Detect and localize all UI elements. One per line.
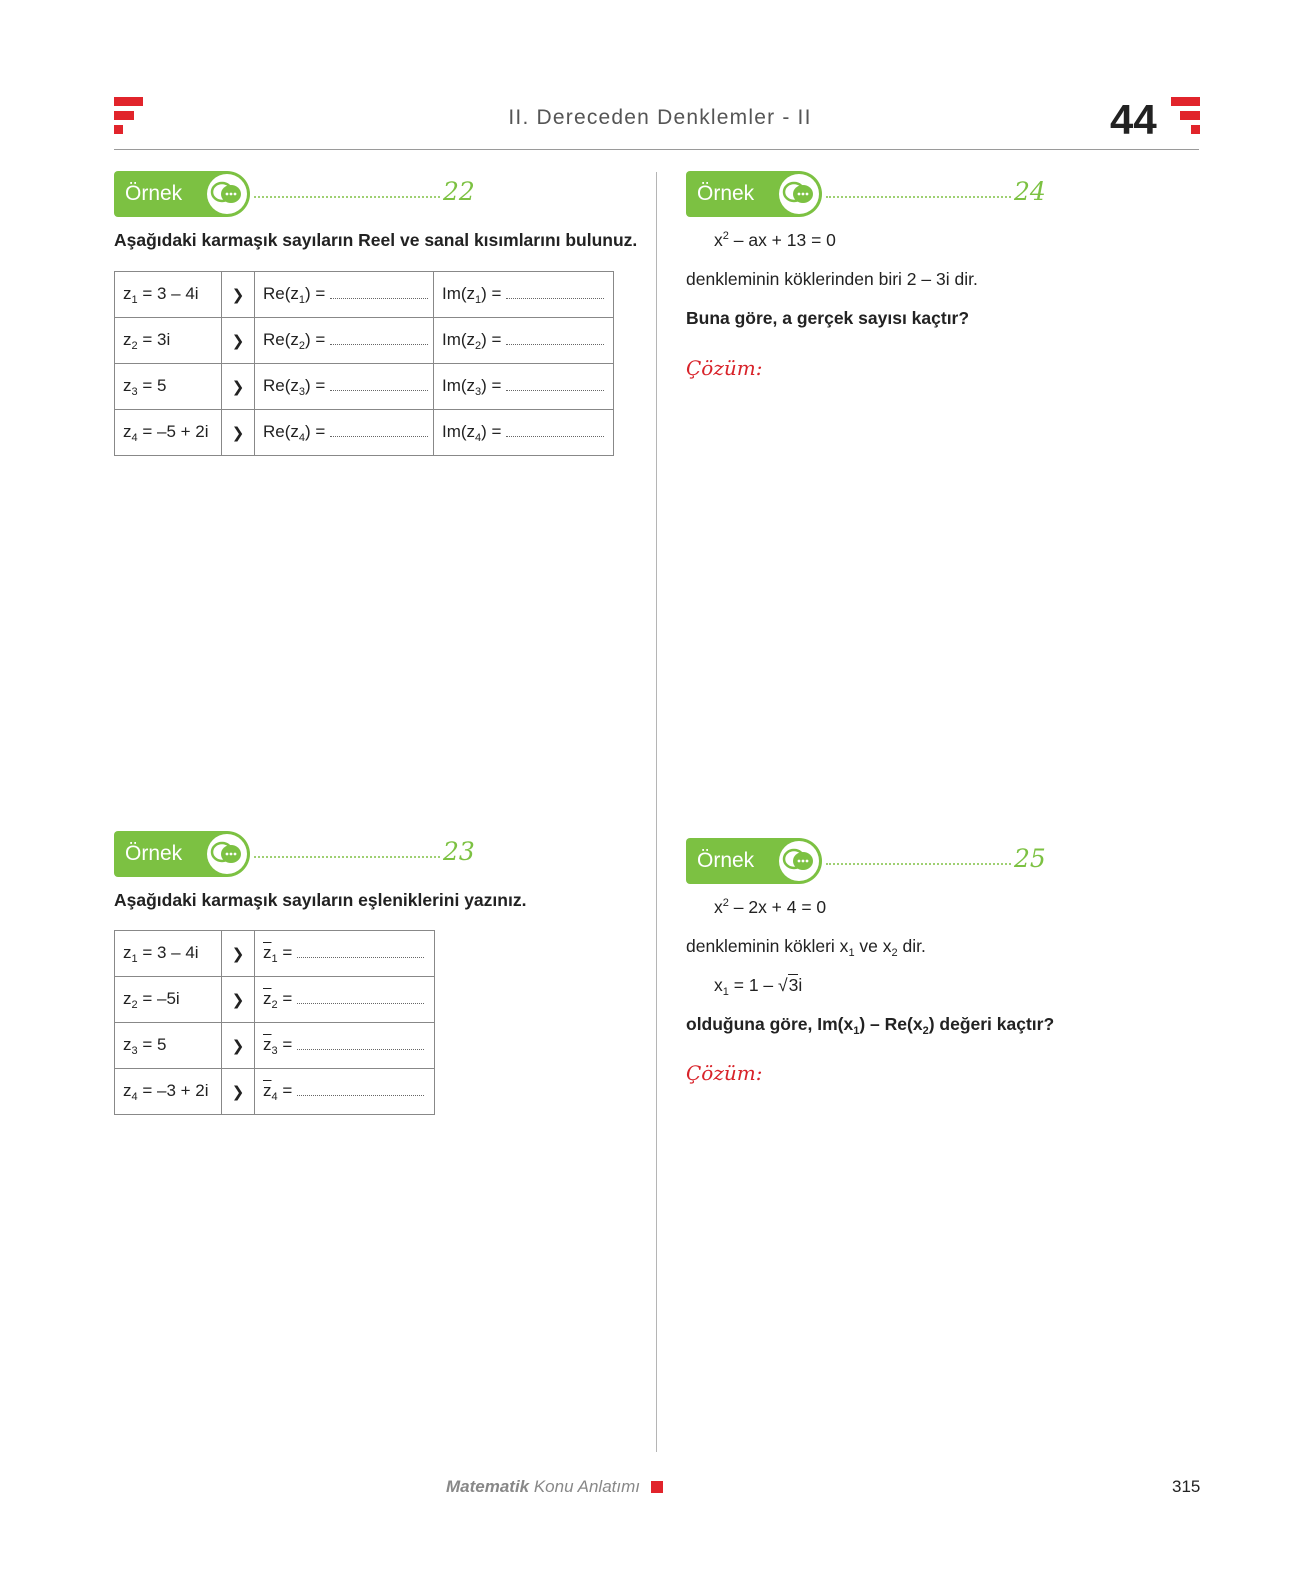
example-instruction: Aşağıdaki karmaşık sayıların Reel ve sanal kısımlarını bulunuz. [114,230,638,250]
example-number: 23 [443,837,475,866]
imaginary-part-cell: $Im(z_1)$ = [434,272,614,318]
table-row [115,931,435,977]
table-row [115,364,614,410]
badge-label: Örnek [697,182,755,205]
speech-bubbles-icon [779,841,819,881]
footer-marker [651,1481,663,1493]
table-row [115,1023,435,1069]
answer-blank[interactable] [297,945,424,958]
table-row [115,272,614,318]
conjugate-table [114,930,435,1115]
solution-label: Çözüm: [686,1061,763,1085]
complex-number-cell: $z_1 = 3 - 4i$ [115,931,222,977]
example-number: 24 [1014,177,1046,206]
imaginary-part-cell: $Im(z_3)$ = [434,364,614,410]
real-part-cell: $Re(z_1)$ = [255,272,434,318]
badge-label: Örnek [125,182,183,205]
book-title: Matematik Konu Anlatımı [445,1477,640,1496]
answer-blank[interactable] [297,991,424,1004]
badge-dotted-line [254,856,440,858]
table-row [115,318,614,364]
answer-blank[interactable] [506,424,604,437]
imaginary-part-cell: $Im(z_4)$ = [434,410,614,456]
problem-text: denkleminin köklerinden biri 2 – 3i dir. [686,269,978,289]
answer-blank[interactable] [330,378,428,391]
conjugate-cell: $\overline{z}_4$ = [255,1069,435,1115]
speech-bubbles-icon [207,174,247,214]
answer-blank[interactable] [330,332,428,345]
chapter-title: II. Dereceden Denklemler - II [508,106,812,129]
answer-blank[interactable] [330,424,428,437]
example-badge [114,831,250,877]
example-badge [686,838,822,884]
problem-text: denkleminin kökleri $x_1$ ve $x_2$ dir. [686,936,926,959]
conjugate-cell: $\overline{z}_3$ = [255,1023,435,1069]
badge-dotted-line [826,196,1011,198]
example-number: 25 [1014,844,1046,873]
table-row [115,410,614,456]
chevron-right-icon: ❯ [222,1023,255,1069]
publisher-logo-right [1171,97,1201,137]
example-badge [114,171,250,217]
badge-dotted-line [254,196,440,198]
real-imaginary-table [114,271,614,456]
chevron-right-icon: ❯ [222,318,255,364]
speech-bubbles-icon [779,174,819,214]
answer-blank[interactable] [330,286,428,299]
complex-number-cell: $z_2 = 3i$ [115,318,222,364]
complex-number-cell: $z_2 = -5i$ [115,977,222,1023]
table-row [115,1069,435,1115]
question-text: olduğuna göre, $Im(x_1) - Re(x_2)$ değeri kaçtır? [686,1014,1055,1037]
table-row [115,977,435,1023]
real-part-cell: $Re(z_2)$ = [255,318,434,364]
answer-blank[interactable] [506,332,604,345]
conjugate-cell: $\overline{z}_2$ = [255,977,435,1023]
example-badge [686,171,822,217]
chevron-right-icon: ❯ [222,931,255,977]
real-part-cell: $Re(z_3)$ = [255,364,434,410]
chevron-right-icon: ❯ [222,977,255,1023]
header-rule [114,149,1199,150]
page-number: 315 [1172,1477,1201,1496]
conjugate-cell: $\overline{z}_1$ = [255,931,435,977]
speech-bubbles-icon [207,834,247,874]
root-value: $x_1 = 1 - √3i$ [714,975,803,998]
complex-number-cell: $z_4 = -3 + 2i$ [115,1069,222,1115]
solution-label: Çözüm: [686,356,763,380]
real-part-cell: $Re(z_4)$ = [255,410,434,456]
chevron-right-icon: ❯ [222,364,255,410]
complex-number-cell: $z_1 = 3 - 4i$ [115,272,222,318]
imaginary-part-cell: $Im(z_2)$ = [434,318,614,364]
equation: $x^2 - 2x + 4 = 0$ [714,897,827,917]
answer-blank[interactable] [506,286,604,299]
badge-dotted-line [826,863,1011,865]
column-divider [656,172,657,1452]
complex-number-cell: $z_3 = 5$ [115,1023,222,1069]
answer-blank[interactable] [506,378,604,391]
badge-label: Örnek [697,849,755,872]
chevron-right-icon: ❯ [222,272,255,318]
publisher-logo-left [114,97,144,137]
question-text: Buna göre, a gerçek sayısı kaçtır? [686,308,970,328]
badge-label: Örnek [125,842,183,865]
example-instruction: Aşağıdaki karmaşık sayıların eşleniklerini yazınız. [114,890,527,910]
complex-number-cell: $z_4 = -5 + 2i$ [115,410,222,456]
answer-blank[interactable] [297,1037,424,1050]
equation: $x^2$ – ax + 13 = 0 [714,230,836,250]
complex-number-cell: $z_3 = 5$ [115,364,222,410]
chevron-right-icon: ❯ [222,410,255,456]
chevron-right-icon: ❯ [222,1069,255,1115]
example-number: 22 [443,177,475,206]
answer-blank[interactable] [297,1083,424,1096]
chapter-number: 44 [1110,96,1157,143]
